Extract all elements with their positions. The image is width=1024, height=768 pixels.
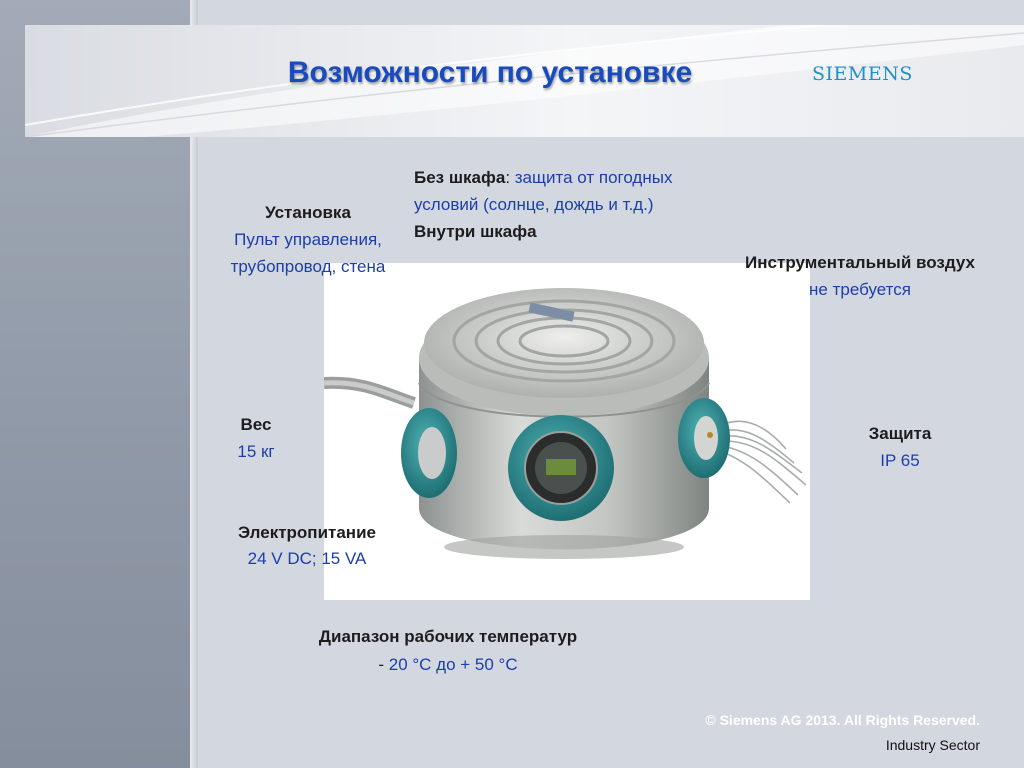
protection-value: IP 65 xyxy=(880,451,920,470)
weight-heading: Вес xyxy=(240,415,272,434)
air-value: не требуется xyxy=(809,280,911,299)
inside-cabinet-heading: Внутри шкафа xyxy=(414,222,537,241)
cabinet-separator: : xyxy=(505,168,515,187)
protection-heading: Защита xyxy=(868,424,932,443)
page-title: Возможности по установке xyxy=(287,56,693,89)
cabinet-info xyxy=(414,164,674,245)
power-heading: Электропитание xyxy=(238,523,376,542)
air-info xyxy=(740,249,980,303)
siemens-logo: SIEMENS xyxy=(812,63,913,85)
temperature-info xyxy=(318,623,578,679)
power-value: 24 V DC; 15 VA xyxy=(247,549,367,568)
power-info xyxy=(207,520,407,572)
protection-info xyxy=(830,420,970,474)
temperature-heading: Диапазон рабочих температур xyxy=(318,627,578,646)
weight-info xyxy=(196,411,316,465)
air-heading: Инструментальный воздух xyxy=(745,253,975,272)
mounting-value: Пульт управления, трубопровод, стена xyxy=(230,230,386,276)
weight-value: 15 кг xyxy=(237,442,275,461)
temperature-value: 20 °C до + 50 °C xyxy=(388,655,518,674)
mounting-heading: Установка xyxy=(265,203,351,222)
sector-text: Industry Sector xyxy=(885,737,980,753)
no-cabinet-heading: Без шкафа xyxy=(414,168,506,187)
no-cabinet-text: защита от погодных условий (солнце, дождь и т.д.) xyxy=(414,168,673,214)
mounting-info xyxy=(228,199,388,280)
temperature-prefix: - xyxy=(378,655,389,674)
copyright-text: © Siemens AG 2013. All Rights Reserved. xyxy=(705,712,980,728)
